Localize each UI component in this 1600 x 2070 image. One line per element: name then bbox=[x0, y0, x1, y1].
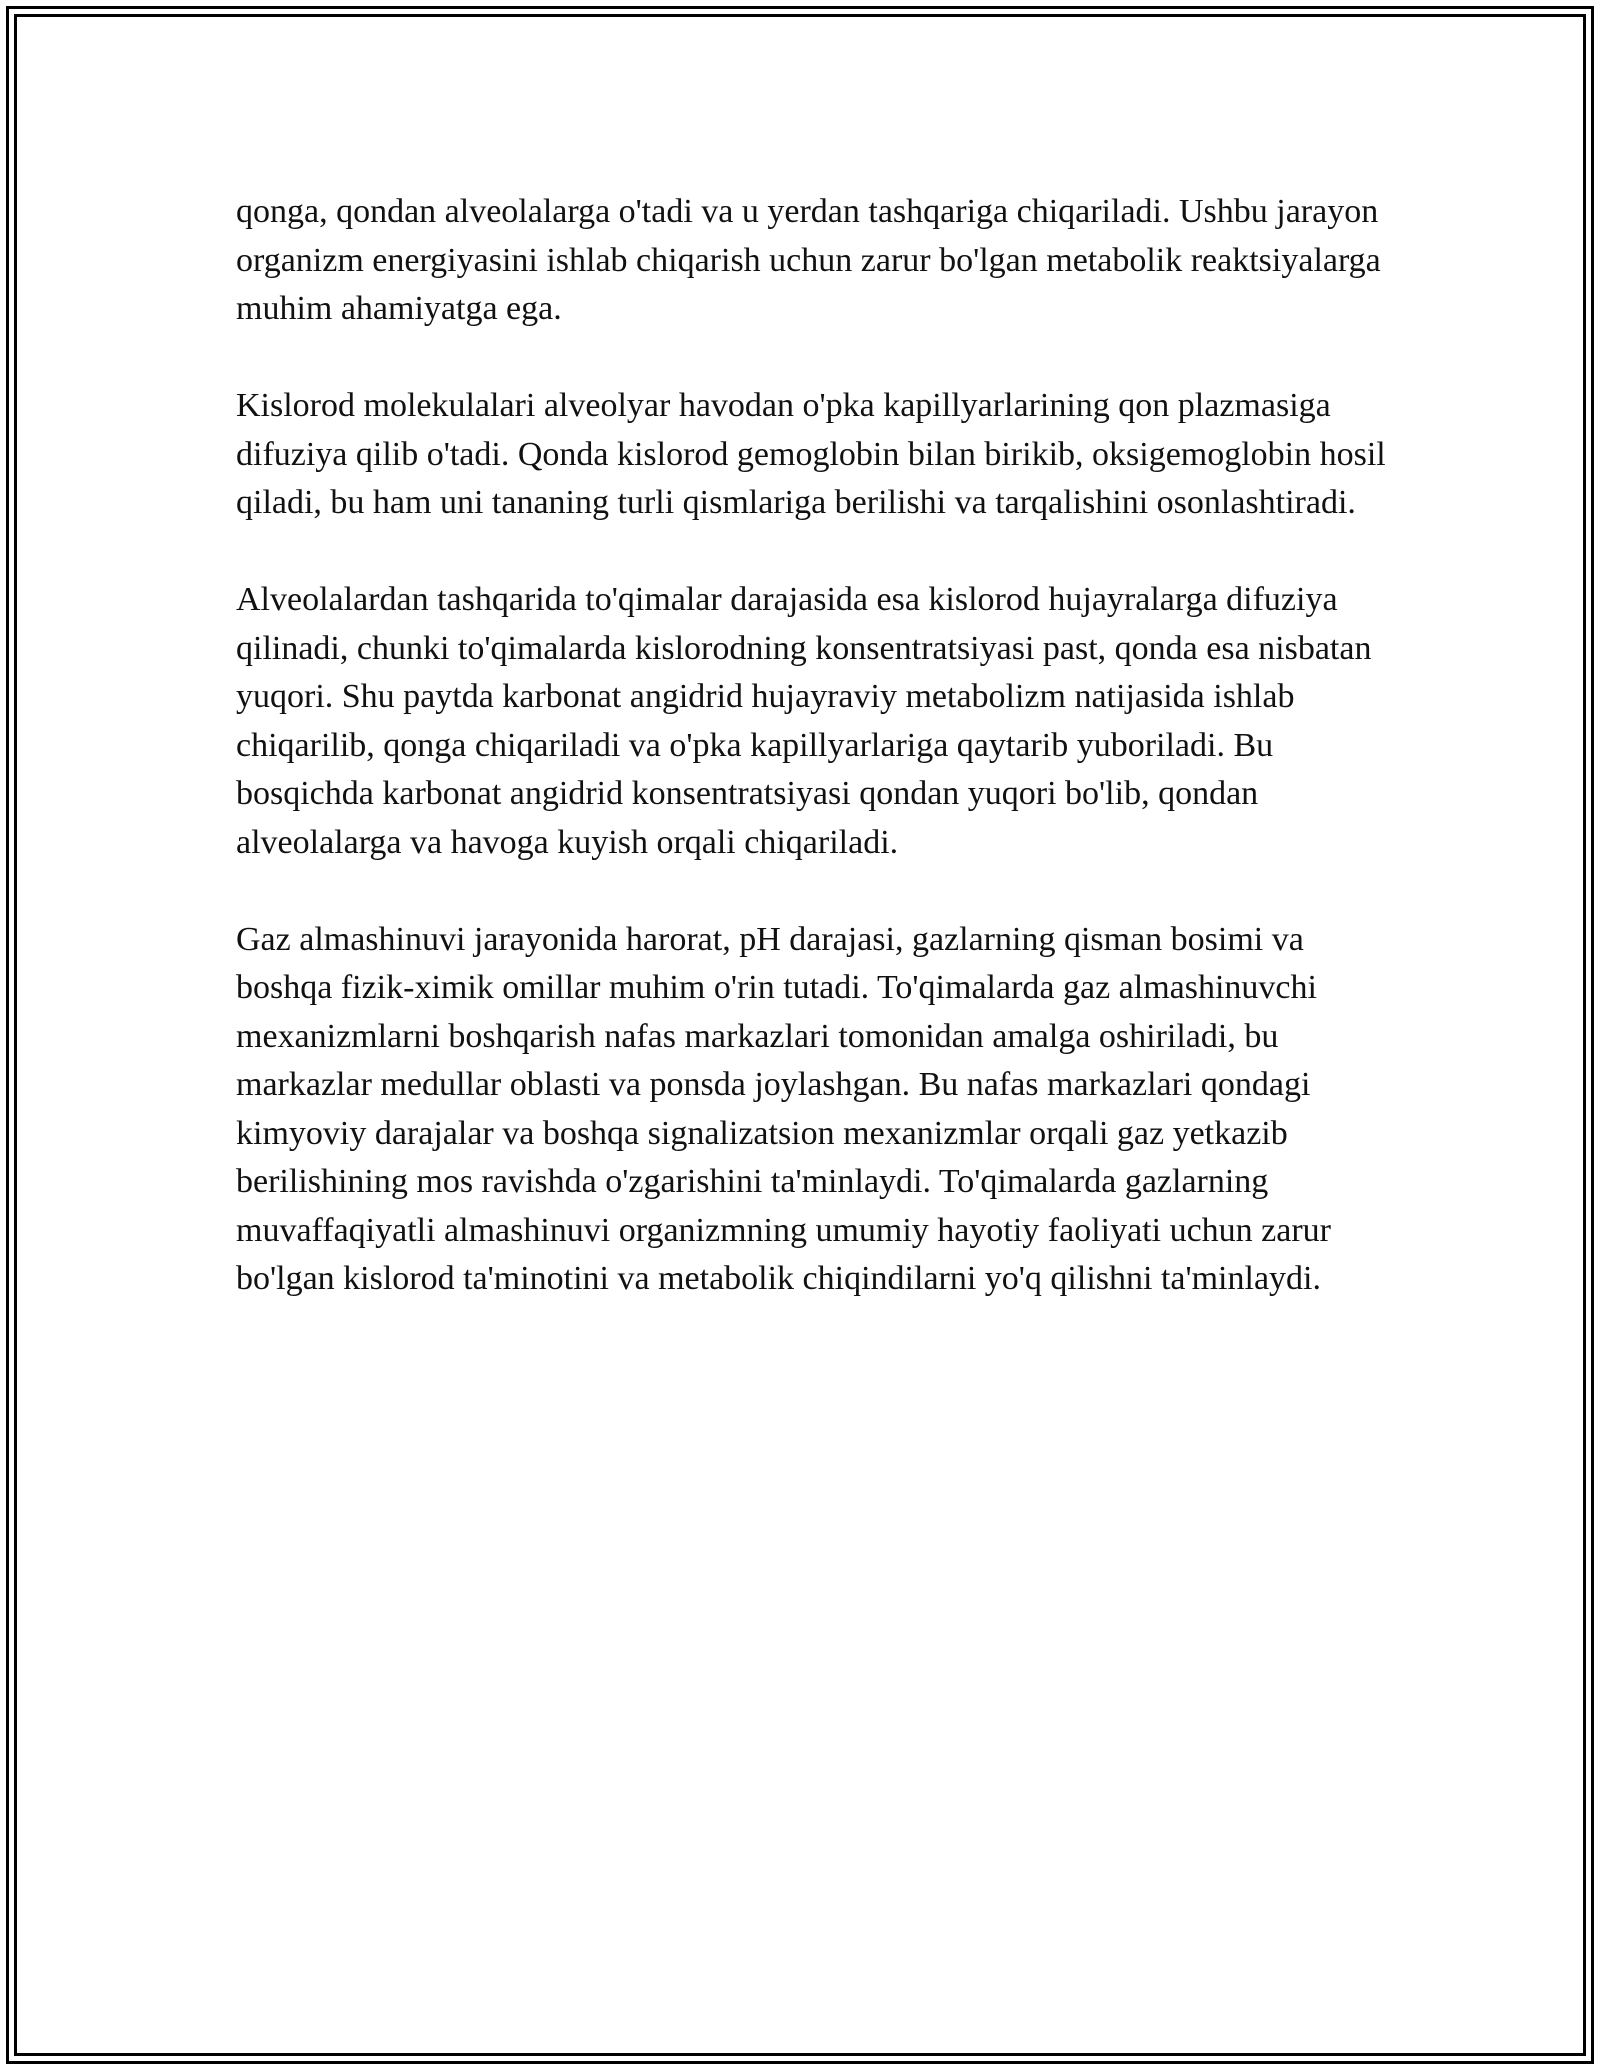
paragraph-3: Alveolalardan tashqarida to'qimalar darajasida esa kislorod hujayralarga difuziya qilinadi, chunki to'qimalarda kislorodning konsentratsiyasi past, qonda esa nisbatan yuqori. Shu paytda karbonat angidrid hujayraviy metabolizm natijasida ishlab chiqarilib, qonga chiqariladi va o'pka kapillyarlariga qaytarib yuboriladi. Bu bosqichda karbonat angidrid konsentratsiyasi qondan yuqori bo'lib, qondan alveolalarga va havoga kuyish orqali chiqariladi. bbox=[236, 581, 1372, 861]
document-body bbox=[236, 188, 1386, 1352]
paragraph-4: Gaz almashinuvi jarayonida harorat, pH darajasi, gazlarning qisman bosimi va boshqa fizik-ximik omillar muhim o'rin tutadi. To'qimalarda gaz almashinuvchi mexanizmlarni boshqarish nafas markazlari tomonidan amalga oshiriladi, bu markazlar medullar oblasti va ponsda joylashgan. Bu nafas markazlari qondagi kimyoviy darajalar va boshqa signalizatsion mexanizmlar orqali gaz yetkazib berilishining mos ravishda o'zgarishini ta'minlaydi. To'qimalarda gazlarning muvaffaqiyatli almashinuvi organizmning umumiy hayotiy faoliyati uchun zarur bo'lgan kislorod ta'minotini va metabolik chiqindilarni yo'q qilishni ta'minlaydi. bbox=[236, 920, 1331, 1297]
paragraph-2: Kislorod molekulalari alveolyar havodan o'pka kapillyarlarining qon plazmasiga difuziya qilib o'tadi. Qonda kislorod gemoglobin bilan birikib, oksigemoglobin hosil qiladi, bu ham uni tananing turli qismlariga berilishi va tarqalishini osonlashtiradi. bbox=[236, 387, 1386, 521]
paragraph-1: qonga, qondan alveolalarga o'tadi va u yerdan tashqariga chiqariladi. Ushbu jarayon organizm energiyasini ishlab chiqarish uchun zarur bo'lgan metabolik reaktsiyalarga muhim ahamiyatga ega. bbox=[236, 193, 1381, 327]
